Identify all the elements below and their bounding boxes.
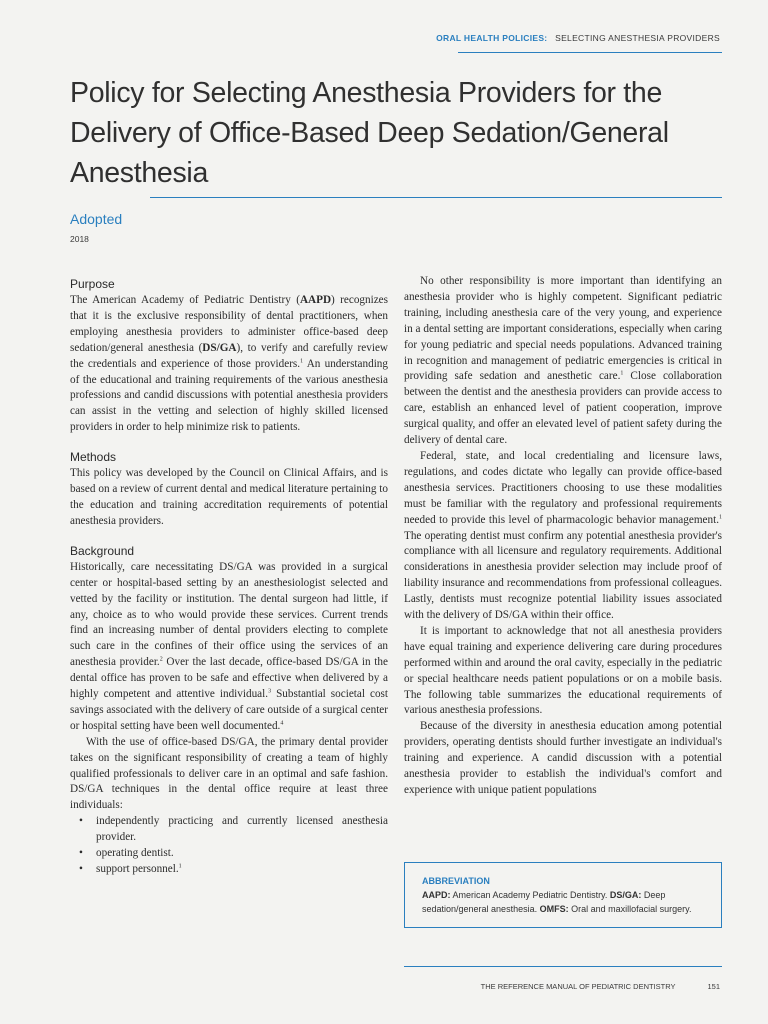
abbreviation-box xyxy=(404,862,722,928)
right-paragraph-1: No other responsibility is more important than identifying an anesthesia provider who is highly competent. Significant pediatric training, including anesthesia care of the very young, and experience in a dental setting are important considerations, especially when caring for young pediatric and special needs populations. Advanced training in recognition and management of pediatric emergencies is critical in providing safe sedation and anesthetic care.$^1$ Close collaboration between the dentist and the anesthesia providers can provide access to care, establish an enhanced level of patient cooperation, improve surgical quality, and offer an elevated level of patient safety during the delivery of dental care. xyxy=(404,275,722,447)
header-rule xyxy=(458,52,722,53)
left-column xyxy=(70,276,388,878)
background-citation-2: 2 xyxy=(159,656,163,663)
purpose-dsga: DS/GA xyxy=(202,341,237,354)
required-individuals-list xyxy=(70,814,388,878)
background-paragraph-1 xyxy=(70,560,388,735)
footer-rule xyxy=(404,966,722,967)
right-paragraph-2: Federal, state, and local credentialing and licensure laws, regulations, and codes dictate who legally can provide office-based anesthesia services. Practitioners choosing to use these modalities must be familiar with the regulatory and professional requirements needed to provide this level of pharmacologic behavior management.$^1$ The operating dentist must confirm any potential anesthesia provider's compliance with all licensure and regulatory requirements. Additional considerations in anesthesia provider selection may include proof of liability insurance and recommendations from professional colleagues. Lastly, dentists must recognize potential liability issues associated with the delivery of DS/GA within their office. xyxy=(404,449,722,622)
page-title: Policy for Selecting Anesthesia Providers for the Delivery of Office-Based Deep Sedation/General Anesthesia xyxy=(70,77,669,189)
abbreviation-title: ABBREVIATION xyxy=(422,876,490,886)
adopted-label: Adopted xyxy=(70,211,123,227)
right-citation-2: 1 xyxy=(719,513,722,520)
adopted-divider xyxy=(150,197,722,198)
methods-paragraph: This policy was developed by the Council on Clinical Affairs, and is based on a review of current dental and medical literature pertaining to the education and training accreditation requirements of potential anesthesia providers. xyxy=(70,467,388,527)
abbreviation-body: AAPD: American Academy Pediatric Dentistry. DS/GA: Deep sedation/general anesthesia. OMFS: Oral and maxillofacial surgery. xyxy=(422,890,692,914)
running-header-topic: SELECTING ANESTHESIA PROVIDERS xyxy=(555,33,720,43)
purpose-text-2: ) recognizes that it is the exclusive responsibility of dental practitioners, when employing anesthesia providers to administer office-based deep sedation/general anesthesia ( xyxy=(70,294,389,354)
background-text-a: Historically, care necessitating DS/GA was provided in a surgical center or hospital-based setting by an anesthesiologist selected and vetted by the facility or institution. The dental surgeon had little, if any, choice as to who would provide these services. Current trends find an increasing number of dental providers electing to complete such care in the confines of their office using the services of an anesthesia provider. xyxy=(70,560,388,669)
purpose-paragraph xyxy=(70,293,388,436)
background-text-c: Substantial societal cost savings associated with the delivery of care outside of a surgical center or hospital setting have been well documented. xyxy=(70,688,388,732)
background-text-b: Over the last decade, office-based DS/GA in the dental office has proven to be safe and effective when delivered by a highly competent and attentive individual. xyxy=(70,656,388,701)
page-number: 151 xyxy=(707,982,720,991)
right-citation-1: 1 xyxy=(620,370,624,377)
methods-heading: Methods xyxy=(70,450,117,465)
purpose-text-3: ), to verify and carefully review the credentials and experience of those providers. xyxy=(70,341,388,370)
adopted-year: 2018 xyxy=(70,234,89,244)
purpose-text-1: The American Academy of Pediatric Dentistry ( xyxy=(70,294,300,306)
bullet-icon: • xyxy=(79,815,83,828)
list-item: • independently practicing and currently licensed anesthesia provider. xyxy=(79,815,388,844)
running-header xyxy=(436,33,720,43)
purpose-citation: 1 xyxy=(300,357,304,364)
purpose-aapd: AAPD xyxy=(299,294,332,306)
footer-manual-title: THE REFERENCE MANUAL OF PEDIATRIC DENTISTRY xyxy=(480,982,676,991)
bullet-icon: • xyxy=(79,847,83,860)
running-header-section: ORAL HEALTH POLICIES: xyxy=(436,33,548,43)
list-item: • operating dentist. xyxy=(96,846,388,862)
background-heading: Background xyxy=(70,543,135,558)
bullet-icon: • xyxy=(79,863,83,875)
page-footer xyxy=(481,982,720,991)
list-item: • support personnel.$^1$ xyxy=(96,862,388,878)
list-citation: 1 xyxy=(178,863,182,870)
background-citation-4: 4 xyxy=(280,720,284,727)
background-citation-3: 3 xyxy=(268,688,272,695)
right-paragraph-4: Because of the diversity in anesthesia education among potential providers, operating dentists should further investigate an individual's training and experience. A candid discussion with a potential anesthesia provider to establish the individual's comfort and experience with unique patient populations xyxy=(404,720,722,796)
background-paragraph-2: With the use of office-based DS/GA, the primary dental provider takes on the significant responsibility of creating a team of highly qualified professionals to deliver care in an optimal and safe fashion. DS/GA techniques in the dental office require at least three individuals: xyxy=(70,735,388,812)
purpose-text-4: An understanding of the educational and training requirements of the various anesthesia professions and candid discussions with potential anesthesia providers can assist in the vetting and selection of highly skilled licensed providers in order to help minimize risk to patients. xyxy=(70,357,388,434)
right-paragraph-3: It is important to acknowledge that not all anesthesia providers have equal training and experience delivering care during procedures performed within and around the oral cavity, especially in the pediatric or special healthcare needs patient populations or on a mobile basis. The following table summarizes the educational requirements of various anesthesia professions. xyxy=(404,624,722,717)
right-column xyxy=(404,274,722,799)
purpose-heading: Purpose xyxy=(70,277,115,291)
